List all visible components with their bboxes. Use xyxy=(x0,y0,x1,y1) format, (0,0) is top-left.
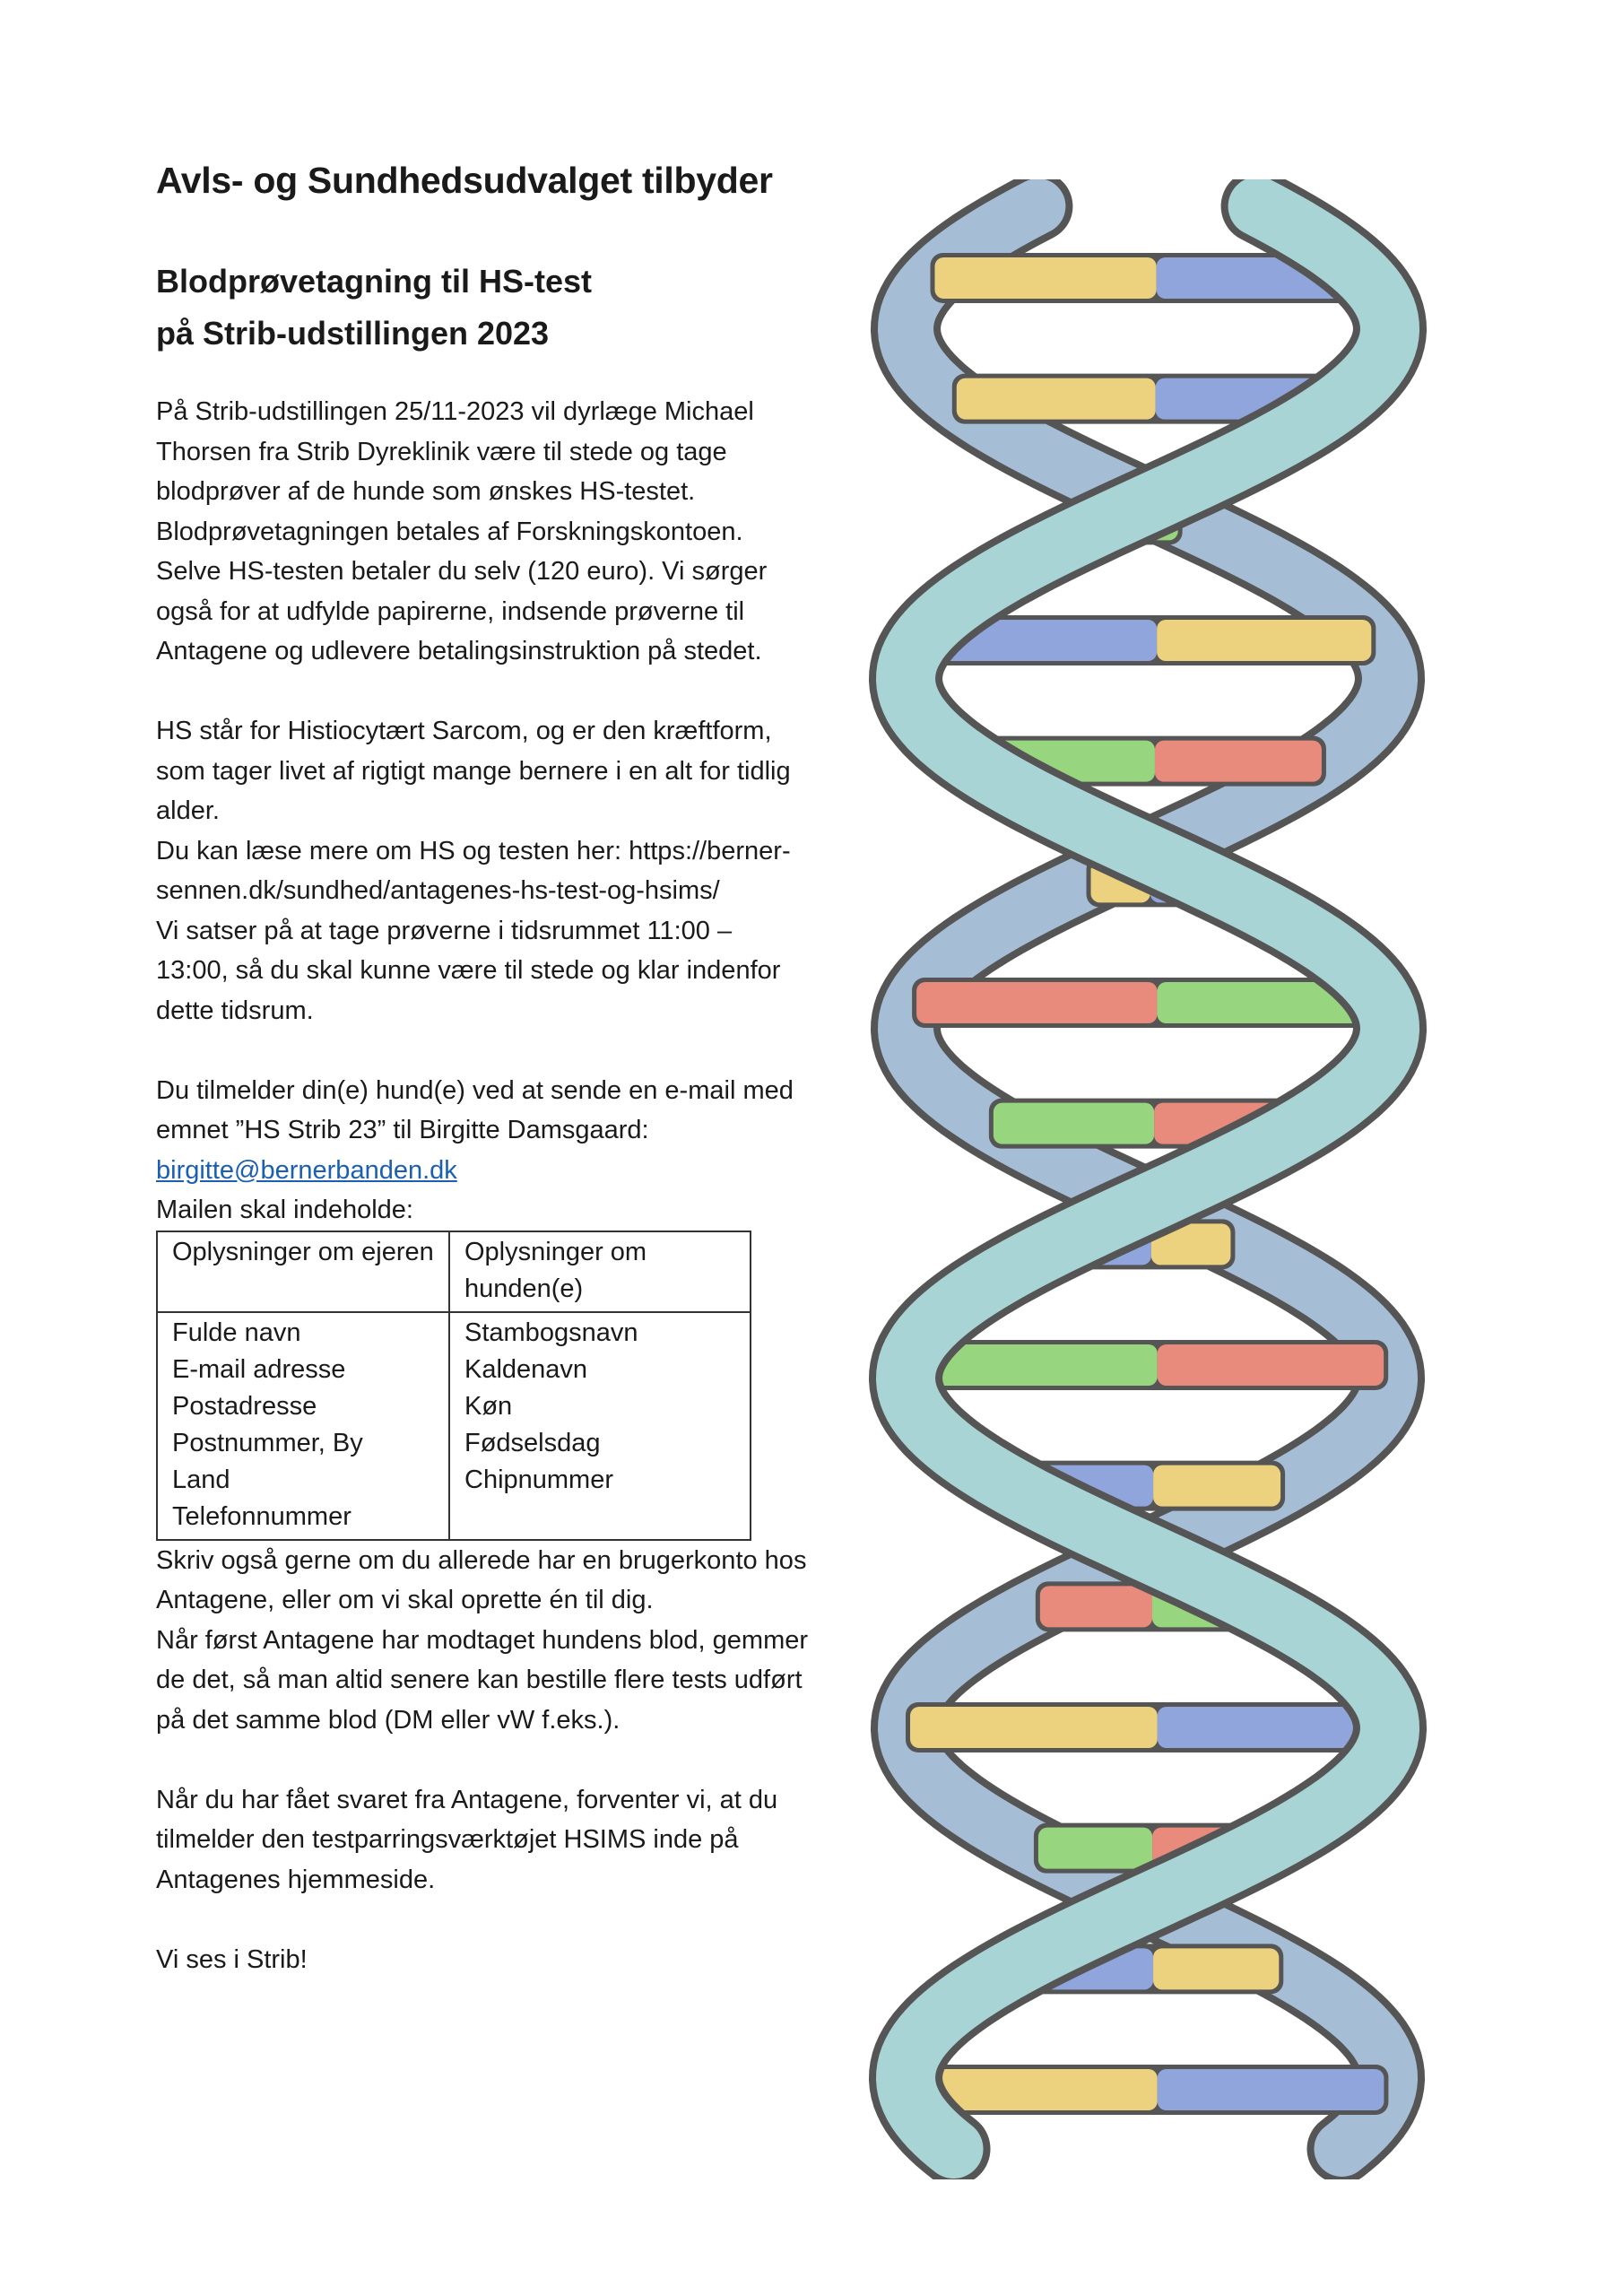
owner-items-cell xyxy=(157,1312,449,1540)
dog-item: Chipnummer xyxy=(464,1465,613,1494)
paragraph-vet: På Strib-udstillingen 25/11-2023 vil dyrlæge Michael Thorsen fra Strib Dyreklinik være til stede og tage blodprøver af de hunde som ønskes HS-testet. xyxy=(156,397,754,506)
owner-item: Land xyxy=(172,1465,230,1494)
base-pair-bar xyxy=(906,1702,1390,1752)
header-owner: Oplysninger om ejeren xyxy=(157,1231,449,1312)
base-segment xyxy=(1158,2069,1384,2110)
dog-items-cell xyxy=(449,1312,751,1540)
dog-item: Fødselsdag xyxy=(464,1428,601,1457)
closing-line: Vi ses i Strib! xyxy=(156,1944,308,1974)
paragraph-hsims: Når du har fået svaret fra Antagene, forventer vi, at du tilmelder den testparringsværktøjet HSIMS inde på Antagenes hjemmeside. xyxy=(156,1785,778,1894)
email-link[interactable]: birgitte@bernerbanden.dk xyxy=(156,1155,457,1185)
subtitle-line-1: Blodprøvetagning til HS-test xyxy=(156,263,592,300)
owner-item: Telefonnummer xyxy=(172,1501,352,1531)
table-header-row xyxy=(157,1231,751,1312)
owner-item: Postnummer, By xyxy=(172,1428,363,1457)
base-segment xyxy=(1153,1948,1279,1989)
base-segment xyxy=(1155,741,1322,782)
paragraph-read-more: Du kan læse mere om HS og testen her: https://berner-sennen.dk/sundhed/antagenes-hs-test-og-hsims/ xyxy=(156,836,791,905)
base-segment xyxy=(934,257,1156,299)
paragraph-hs-definition: HS står for Histiocytært Sarcom, og er den kræftform, som tager livet af rigtigt mange bernere i en alt for tidlig alder. xyxy=(156,717,791,825)
owner-item: E-mail adresse xyxy=(172,1354,346,1384)
paragraph-payment: Blodprøvetagningen betales af Forskningskontoen. Selve HS-testen betaler du selv (120 euro). Vi sørger også for at udfylde papirerne, indsende prøverne til Antagene og udlevere betalingsinstruktion på stedet. xyxy=(156,517,768,665)
base-segment xyxy=(1153,1465,1280,1507)
dog-item: Kaldenavn xyxy=(464,1354,588,1384)
base-segment xyxy=(910,1707,1158,1748)
base-segment xyxy=(916,982,1157,1023)
base-segment xyxy=(994,1103,1154,1144)
mail-intro: Mailen skal indeholde: xyxy=(156,1196,413,1224)
dna-double-helix-icon xyxy=(807,179,1488,2179)
subtitle-line-2: på Strib-udstillingen 2023 xyxy=(156,315,550,352)
paragraph-account: Skriv også gerne om du allerede har en brugerkonto hos Antagene, eller om vi skal oprette én til dig. xyxy=(156,1545,807,1614)
base-segment xyxy=(957,378,1156,420)
paragraph-blood-storage: Når først Antagene har modtaget hundens blod, gemmer de det, så man altid senere kan bestille flere tests udført på det samme blod (DM eller vW f.eks.). xyxy=(156,1625,809,1735)
owner-item: Postadresse xyxy=(172,1391,317,1421)
page-subtitle xyxy=(156,256,592,360)
paragraph-signup: Du tilmelder din(e) hund(e) ved at sende en e-mail med emnet ”HS Strib 23” til Birgitte Damsgaard: xyxy=(156,1075,794,1144)
base-pair-bar xyxy=(907,1340,1388,1390)
base-pair-bar xyxy=(907,2065,1389,2115)
table-row xyxy=(157,1312,751,1540)
base-segment xyxy=(1157,620,1371,661)
page-title: Avls- og Sundhedsudvalget tilbyder xyxy=(156,160,773,201)
base-segment xyxy=(1158,1344,1384,1386)
base-segment xyxy=(1040,1586,1152,1627)
info-table xyxy=(156,1231,751,1541)
dog-item: Køn xyxy=(464,1391,513,1421)
body-text xyxy=(156,392,811,1979)
dog-item: Stambogsnavn xyxy=(464,1318,638,1347)
paragraph-time-slot: Vi satser på at tage prøverne i tidsrummet 11:00 – 13:00, så du skal kunne være til stede og klar indenfor dette tidsrum. xyxy=(156,916,781,1025)
base-segment xyxy=(1038,1828,1152,1869)
header-dog: Oplysninger om hunden(e) xyxy=(449,1231,751,1312)
base-pair-bar xyxy=(912,978,1384,1028)
owner-item: Fulde navn xyxy=(172,1318,301,1347)
